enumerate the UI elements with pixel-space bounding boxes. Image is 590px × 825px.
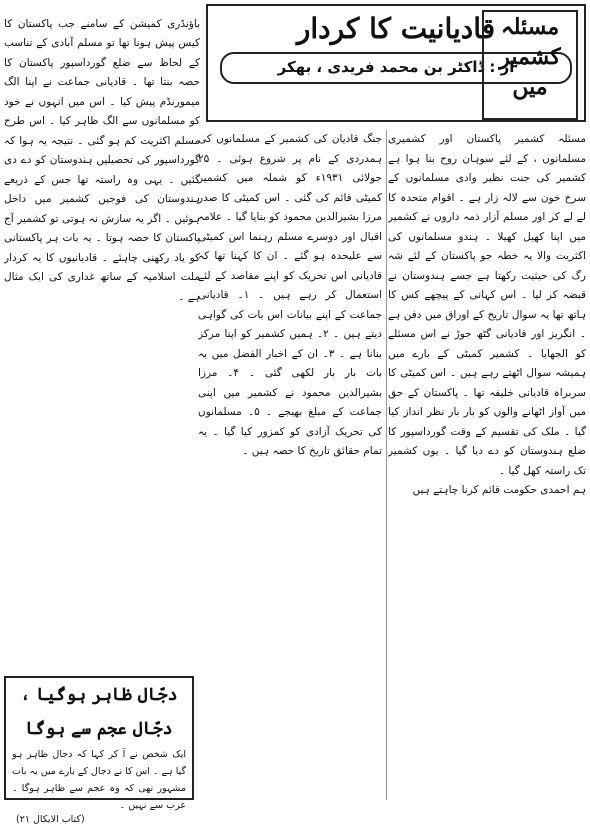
dajjal-box: [4, 676, 194, 825]
dajjal-reference: (کتاب الایکال ۲۱): [16, 814, 85, 825]
column-middle: [198, 130, 387, 800]
dajjal-body: ایک شخص نے آ کر کہا کہ دجال ظاہر ہو گیا ہے ۔ اس کا نے دجال کے بارے میں یہ بات مشہور تھی کہ وہ عجم سے ظاہر ہوگا ۔ عرب سے نہیں ۔: [12, 749, 186, 811]
article-title: قادیانیت کا کردار: [296, 12, 496, 45]
quote: ہم احمدی حکومت قائم کرنا چاہتے ہیں: [412, 484, 586, 496]
dajjal-title: دجّال ظاہر ہوگیا ، دجّال عجم سے ہوگا: [20, 685, 178, 739]
kashmir-tag: مسئلہ کشمیر میں: [482, 10, 578, 120]
column-left: [4, 4, 200, 668]
article-byline: از : ڈاکٹر بن محمد فریدی ، بھکر: [220, 52, 572, 84]
column-left-text: باؤنڈری کمیشن کے سامنے جب پاکستان کا کیس پیش ہونا تھا تو مسلم آبادی کے تناسب کے لحاظ سے ضلع گورداسپور پاکستان کا حصہ بنتا تھا ۔ قادیانی جماعت نے اپنا الگ میمورنڈم پیش کیا ۔ اس میں انہوں نے خود کو مسلمانوں سے الگ ظاہر کیا ۔ اس طرح مسلم اکثریت کم ہو گئی ۔ نتیجہ یہ ہوا کہ گورداسپور کی تحصیلیں ہندوستان کو دے دی گئیں ۔ یہی وہ راستہ تھا جس کے ذریعے ہندوستان کی فوجیں کشمیر میں داخل ہوئیں ۔ اگر یہ سازش نہ ہوتی تو کشمیر آج پاکستان کا حصہ ہوتا ۔ یہ بات ہر پاکستانی کو یاد رکھنی چاہئے ۔ قادیانیوں کا یہ کردار ملت اسلامیہ کے ساتھ غداری کی ایک مثال ہے ۔: [4, 17, 200, 303]
column-right: [388, 130, 586, 800]
column-right-text: مسئلہ کشمیر پاکستان اور کشمیری مسلمانوں ، کے لئے سوہان روح بنا ہوا ہے کشمیر کی جنت نظیر وادی مسلمانوں کے سرخ خون سے لالہ زار ہے ۔ اقوام متحدہ کا لے لے کر اور مسلم آزار ذمہ داروں نے کشمیر میں اپنا کھیل کھیلا ۔ ہندو مسلمانوں کی اکثریت والا یہ خطہ جو پاکستان کے لئے شہ رگ کی حیثیت رکھتا ہے جسے ہندوستان نے قبضہ کر لیا ۔ اس کہانی کے پیچھے کس کا ہاتھ تھا یہ سوال تاریخ کے اوراق میں دفن ہے ۔ انگریز اور قادیانی گٹھ جوڑ نے اس مسئلے کو الجھایا ۔ کشمیر کمیٹی کے بارے میں ہمیشہ سوال اٹھتے رہے ہیں ۔ اس کمیٹی کا سربراہ قادیانی خلیفہ تھا ۔ پاکستان کے حق میں آواز اٹھانے والوں کو بار بار نظر انداز کیا گیا ۔ ملک کی تقسیم کے وقت گورداسپور کا ضلع ہندوستان کو دے دیا گیا ۔ یوں کشمیر تک راستہ کھل گیا ۔: [388, 133, 586, 477]
column-middle-text: جنگ قادیان کی کشمیر کے مسلمانوں کی ہمدردی کے نام پر شروع ہوئی ۔ ۲۵ جولائی ۱۹۳۱ء کو شملہ میں کشمیر کمیٹی قائم کی گئی ۔ اس کمیٹی کا صدر مرزا بشیرالدین محمود کو بنایا گیا ۔ علامہ اقبال اور دوسرے مسلم رہنما اس کمیٹی سے علیحدہ ہو گئے ۔ ان کا کہنا تھا کہ قادیانی اس تحریک کو اپنے مقاصد کے لئے استعمال کر رہے ہیں ۔ ۱۔ قادیانی جماعت کے اپنے بیانات اس بات کی گواہی دیتے ہیں ۔ ۲۔ ہمیں کشمیر کو اپنا مرکز بنانا ہے ۔ ۳۔ ان کے اخبار الفضل میں یہ بات بار بار لکھی گئی ۔ ۴۔ مرزا بشیرالدین محمود نے کشمیر میں اپنی جماعت کے مبلغ بھیجے ۔ ۵۔ مسلمانوں کی تحریک آزادی کو کمزور کیا گیا ۔ یہ تمام حقائق تاریخ کا حصہ ہیں ۔: [198, 133, 383, 457]
article-header: [206, 4, 586, 122]
